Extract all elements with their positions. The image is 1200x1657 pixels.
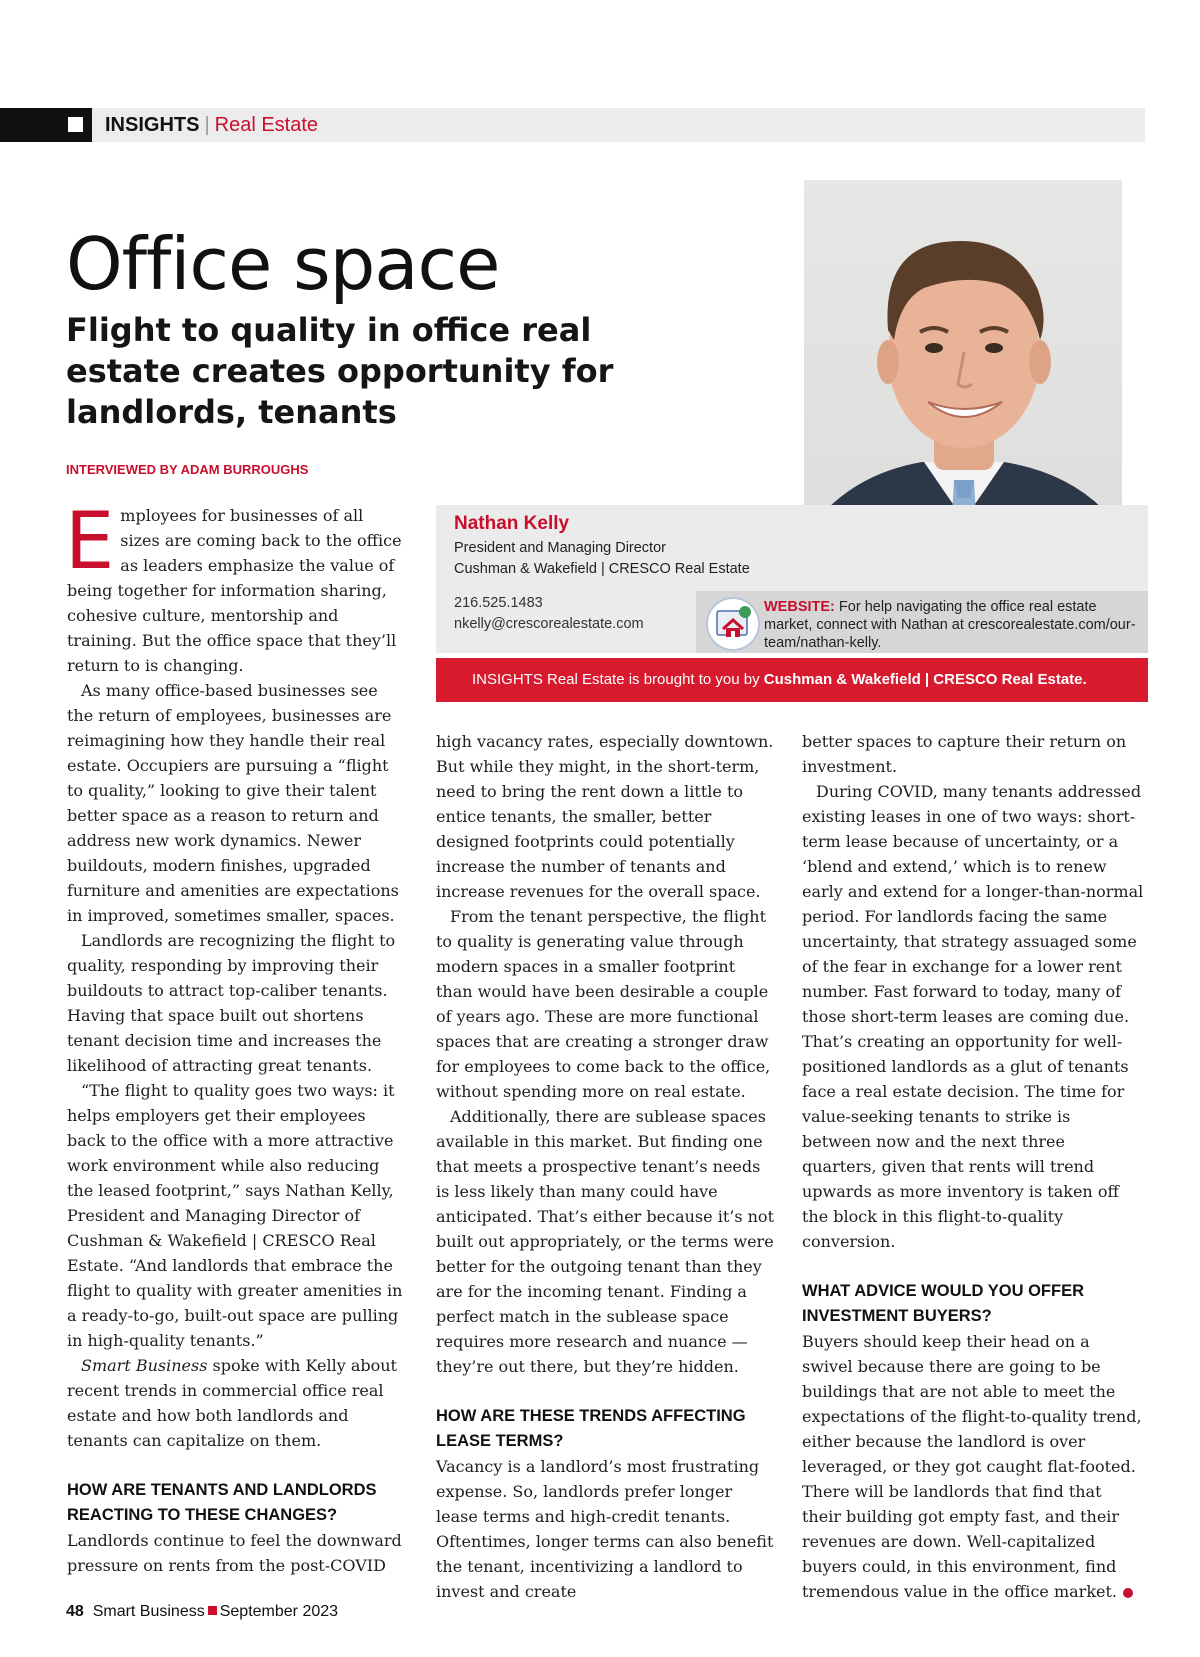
house-globe-icon bbox=[706, 597, 760, 651]
square-icon bbox=[68, 117, 83, 132]
website-label: WEBSITE: bbox=[764, 599, 835, 615]
paragraph-intro-text: mployees for businesses of all sizes are coming back to the office as leaders emphasize the value of being together for information sharing, cohesive culture, mentorship and training. But the office space that they’ll return to is changing. bbox=[67, 506, 402, 675]
website-text bbox=[764, 598, 1144, 652]
paragraph-intro bbox=[65, 497, 405, 678]
article-column-1 bbox=[65, 497, 405, 1578]
sponsor-bar bbox=[436, 658, 1148, 702]
section-header-bar bbox=[0, 108, 1145, 142]
bio-company: Cushman & Wakefield | CRESCO Real Estate bbox=[454, 561, 750, 577]
paragraph: better spaces to capture their return on investment. bbox=[802, 732, 1127, 776]
answer-paragraph bbox=[802, 1329, 1144, 1604]
answer-paragraph: Vacancy is a landlord’s most frustrating expense. So, landlords prefer longer lease terms and high-credit tenants. Oftentimes, longer terms can also benefit the tenant, incentivizing a landlord to invest and create bbox=[436, 1457, 774, 1601]
page-number: 48 bbox=[66, 1603, 84, 1620]
article-column-3 bbox=[802, 729, 1144, 1604]
byline: INTERVIEWED BY ADAM BURROUGHS bbox=[66, 462, 309, 477]
dropcap: E bbox=[65, 497, 115, 587]
section-divider: | bbox=[204, 114, 210, 136]
publication-name: Smart Business bbox=[81, 1356, 208, 1375]
bio-name: Nathan Kelly bbox=[454, 513, 570, 534]
paragraph-text: spoke with Kelly about recent trends in commercial office real estate and how both landlords and tenants can capitalize on them. bbox=[67, 1356, 397, 1450]
sponsor-prefix: INSIGHTS Real Estate is brought to you by bbox=[472, 671, 764, 688]
header-black-block bbox=[0, 108, 92, 142]
paragraph-quote: “The flight to quality goes two ways: it helps employers get their employees back to the office with a more attractive work environment while also reducing the leased footprint,” says Nathan Kelly, President and Managing Director of Cushman & Wakefield | CRESCO Real Estate. “And landlords that embrace the flight to quality with greater amenities in a ready-to-go, built-out space are pulling in high-quality tenants.” bbox=[67, 1081, 403, 1350]
paragraph: From the tenant perspective, the flight to quality is generating value through modern spaces in a smaller footprint than would have been desirable a couple of years ago. These are more functional spaces that are creating a stronger draw for employees to come back to the office, without spending more on real estate. bbox=[436, 907, 771, 1101]
section-topic: Real Estate bbox=[214, 114, 319, 136]
website-box bbox=[696, 591, 1148, 653]
square-separator-icon bbox=[208, 1606, 217, 1615]
paragraph: Landlords are recognizing the flight to quality, responding by improving their buildouts to attract top-caliber tenants. Having that space built out shortens tenant decision time and increases the likelihood of attracting great tenants. bbox=[67, 931, 396, 1075]
page-footer bbox=[66, 1603, 338, 1621]
article-subtitle: Flight to quality in office real estate creates opportunity for landlords, tenants bbox=[66, 311, 614, 431]
question-heading: WHAT ADVICE WOULD YOU OFFER INVESTMENT BUYERS? bbox=[802, 1282, 1085, 1325]
answer-text: Buyers should keep their head on a swivel because there are going to be buildings that are not able to meet the expectations of the flight-to-quality trend, either because the landlord is over leveraged, or they got caught flat-footed. There will be landlords that find that their building got empty fast, and their revenues are down. Well-capitalized buyers could, in this environment, find tremendous value in the office market. bbox=[802, 1332, 1142, 1601]
bio-email: nkelly@crescorealestate.com bbox=[454, 616, 644, 632]
answer-paragraph: Landlords continue to feel the downward pressure on rents from the post-COVID bbox=[67, 1531, 402, 1575]
website-description: For help navigating the office real estate market, connect with Nathan at crescorealestate.com/our-team/nathan-kelly. bbox=[764, 599, 1136, 651]
paragraph: During COVID, many tenants addressed existing leases in one of two ways: short-term lease because of uncertainty, or a ‘blend and extend,’ which is to renew early and extend for a longer-than-normal period. For landlords facing the same uncertainty, that strategy assuaged some of the fear in exchange for a lower rent number. Fast forward to today, many of those short-term leases are coming due. That’s creating an opportunity for well-positioned landlords as a glut of tenants face a real estate decision. The time for value-seeking tenants to strike is between now and the next three quarters, given that rents will trend upwards as more inventory is taken off the block in this flight-to-quality conversion. bbox=[802, 782, 1144, 1251]
publication-name: Smart Business bbox=[92, 1603, 205, 1620]
section-name: INSIGHTS bbox=[105, 114, 200, 136]
bio-phone: 216.525.1483 bbox=[454, 595, 543, 611]
paragraph: As many office-based businesses see the return of employees, businesses are reimagining how they handle their real estate. Occupiers are pursuing a “flight to quality,” looking to give their talent better space as a reason to return and address new work dynamics. Newer buildouts, modern finishes, upgraded furniture and amenities are expectations in improved, sometimes smaller, spaces. bbox=[67, 681, 399, 925]
paragraph: high vacancy rates, especially downtown. But while they might, in the short-term, need to bring the rent down a little to entice tenants, the smaller, better designed footprints could potentially increase the number of tenants and increase revenues for the overall space. bbox=[436, 732, 774, 901]
paragraph bbox=[67, 1353, 405, 1453]
section-label bbox=[105, 112, 318, 138]
question-heading: HOW ARE TENANTS AND LANDLORDS REACTING TO THESE CHANGES? bbox=[67, 1481, 377, 1524]
paragraph: Additionally, there are sublease spaces available in this market. But finding one that meets a prospective tenant’s needs is less likely than many could have anticipated. That’s either because it’s not built out appropriately, or the terms were better for the outgoing tenant than they are for the incoming tenant. Finding a perfect match in the sublease space requires more research and nuance — they’re out there, but they’re hidden. bbox=[436, 1107, 774, 1376]
issue-date: September 2023 bbox=[219, 1603, 339, 1620]
bio-role: President and Managing Director bbox=[454, 540, 666, 556]
question-heading: HOW ARE THESE TRENDS AFFECTING LEASE TERMS? bbox=[436, 1407, 746, 1450]
author-bio-box bbox=[436, 505, 1148, 653]
sponsor-name: Cushman & Wakefield | CRESCO Real Estate. bbox=[763, 671, 1087, 688]
article-column-2 bbox=[436, 729, 774, 1604]
article-title: Office space bbox=[66, 222, 500, 306]
sponsor-text bbox=[436, 671, 1087, 688]
end-mark-icon bbox=[1123, 1588, 1133, 1598]
